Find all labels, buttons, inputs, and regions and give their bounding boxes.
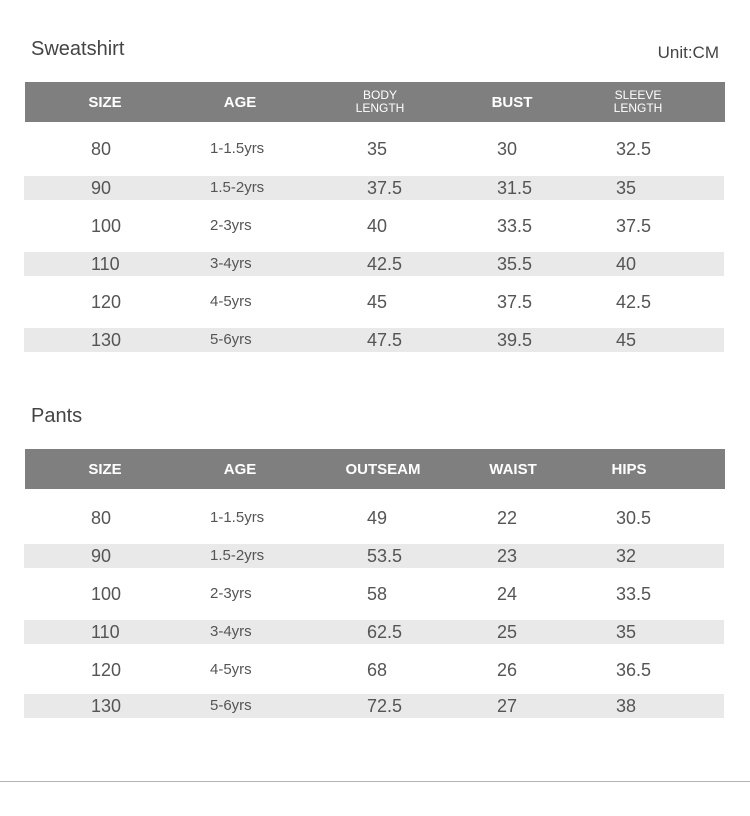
table-cell: 31.5 [497,178,533,198]
table-row [24,252,724,276]
table-cell: 80 [91,139,112,159]
header-sleeve-length-line2: LENGTH [613,101,663,115]
table-cell: 37.5 [497,292,533,312]
sweatshirt-title: Sweatshirt [31,38,125,60]
header-age: AGE [223,460,257,478]
table-cell: 38 [616,696,637,716]
table-cell: 90 [91,546,112,566]
table-cell: 5-6yrs [210,697,252,714]
table-cell: 3-4yrs [210,255,252,272]
bottom-divider [0,781,750,782]
table-cell: 72.5 [367,696,403,716]
table-cell: 2-3yrs [210,217,252,234]
table-row [24,544,724,568]
pants-title: Pants [31,405,83,427]
table-cell: 130 [91,696,122,716]
table-cell: 35 [367,139,388,159]
pants-table-header [25,449,725,489]
table-cell: 42.5 [367,254,403,274]
table-cell: 35 [616,622,637,642]
table-cell: 35.5 [497,254,533,274]
table-cell: 35 [616,178,637,198]
table-cell: 90 [91,178,112,198]
table-cell: 37.5 [367,178,403,198]
table-row [24,620,724,644]
table-cell: 40 [616,254,637,274]
table-cell: 3-4yrs [210,623,252,640]
header-sleeve-length-line1: SLEEVE [614,88,662,102]
table-cell: 1.5-2yrs [210,547,265,564]
table-cell: 40 [367,216,388,236]
table-cell: 47.5 [367,330,403,350]
table-cell: 100 [91,216,122,236]
table-cell: 49 [367,508,388,528]
table-cell: 4-5yrs [210,661,252,678]
table-cell: 32 [616,546,637,566]
pants-size-table [25,449,725,716]
table-cell: 5-6yrs [210,331,252,348]
header-body-length-line2: LENGTH [355,101,405,115]
table-cell: 58 [367,584,388,604]
header-size: SIZE [88,460,122,478]
table-cell: 80 [91,508,112,528]
table-cell: 110 [91,622,120,642]
table-cell: 25 [497,622,518,642]
table-cell: 4-5yrs [210,293,252,310]
table-row [24,506,724,530]
table-cell: 120 [91,660,122,680]
table-row [24,176,724,200]
table-row [24,328,724,352]
header-age: AGE [223,93,257,111]
header-body-length-line1: BODY [362,88,397,102]
table-row [24,214,724,238]
table-cell: 42.5 [616,292,652,312]
header-outseam: OUTSEAM [345,460,421,478]
table-row [24,658,724,682]
table-row [24,694,724,718]
table-cell: 27 [497,696,518,716]
table-row [24,290,724,314]
table-cell: 1.5-2yrs [210,179,265,196]
table-cell: 36.5 [616,660,652,680]
table-cell: 39.5 [497,330,533,350]
table-cell: 26 [497,660,518,680]
table-cell: 33.5 [497,216,533,236]
header-size: SIZE [88,93,122,111]
table-cell: 120 [91,292,122,312]
table-cell: 45 [616,330,637,350]
table-cell: 100 [91,584,122,604]
table-cell: 1-1.5yrs [210,140,265,157]
table-cell: 62.5 [367,622,403,642]
table-cell: 23 [497,546,518,566]
table-cell: 1-1.5yrs [210,509,265,526]
table-cell: 53.5 [367,546,403,566]
table-cell: 2-3yrs [210,585,252,602]
header-waist: WAIST [489,460,537,478]
table-cell: 130 [91,330,122,350]
table-row [24,137,724,161]
unit-label: Unit:CM [657,43,719,62]
table-cell: 30.5 [616,508,652,528]
header-bust: BUST [491,93,533,111]
table-cell: 110 [91,254,120,274]
table-cell: 30 [497,139,518,159]
table-cell: 22 [497,508,518,528]
table-cell: 32.5 [616,139,652,159]
table-row [24,582,724,606]
sweatshirt-table-header [25,82,725,122]
table-cell: 37.5 [616,216,652,236]
table-cell: 68 [367,660,388,680]
header-sleeve-length [598,82,678,122]
table-cell: 45 [367,292,388,312]
table-cell: 33.5 [616,584,652,604]
table-cell: 24 [497,584,518,604]
sweatshirt-size-table [25,82,725,350]
header-body-length [340,82,420,122]
header-hips: HIPS [611,460,647,478]
